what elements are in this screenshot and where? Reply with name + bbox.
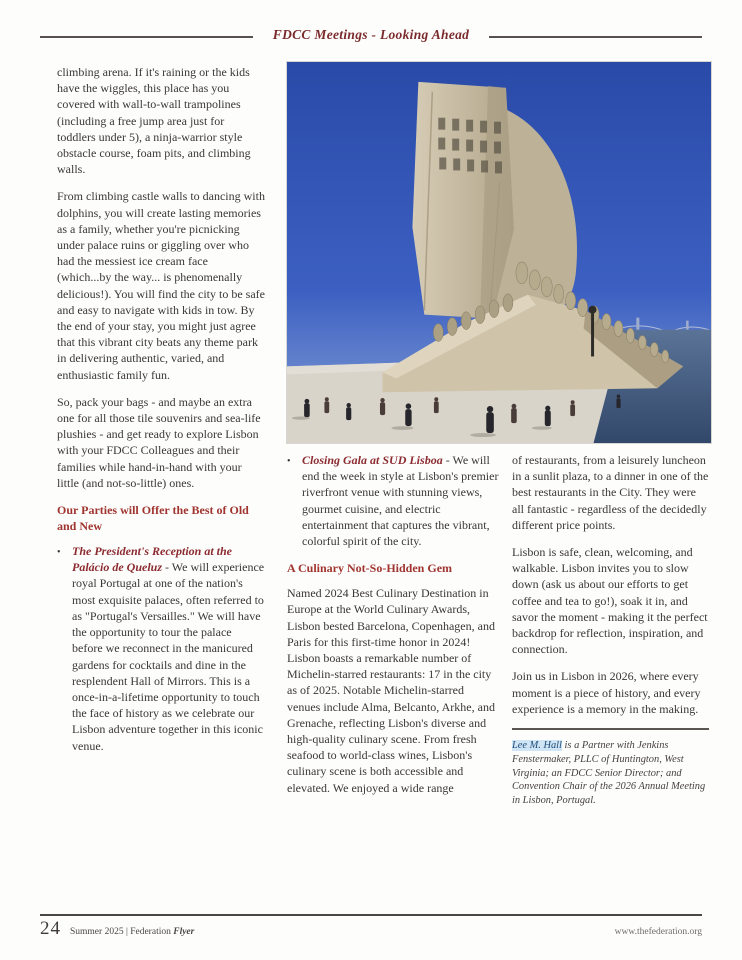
footer-rule [40, 914, 702, 916]
section-heading-parties: Our Parties will Offer the Best of Old and New [57, 503, 249, 534]
section-heading-culinary: A Culinary Not-So-Hidden Gem [287, 561, 453, 576]
paragraph: Lisbon is safe, clean, welcoming, and walkable. Lisbon invites you to slow down (ask us about our efforts to get coffee and tea to go!), soak it in, and savor the moment - making it the perfect backdrop for reflection, inspiration, and connection. [512, 545, 708, 657]
bullet-body-text: - We will experience royal Portugal at one of the nation's most exquisite palaces, often referred to as "Portugal's Versailles." We will have the opportunity to tour the palace before we reconnect in the manicured gardens for cocktails and dine in the resplendent Hall of Mirrors. This is a once-in-a-lifetime opportunity to touch the face of history as we celebrate our Lisbon adventure together in this iconic venue. [72, 560, 265, 753]
footer-website: www.thefederation.org [614, 927, 702, 937]
bullet-text [72, 543, 265, 754]
author-bio [512, 739, 709, 808]
monument-photo-graphic [287, 62, 711, 443]
bullet-lead: The President's Reception at the Palácio de Queluz [72, 544, 232, 575]
bullet-item-presidents-reception [57, 543, 265, 754]
footer-issue [70, 927, 194, 937]
paragraph: So, pack your bags - and maybe an extra one for all those tile souvenirs and sea-life plushies - and get ready to explore Lisbon with your FDCC Colleagues and their families while hand-in-hand with your little (and not-so-little) ones. [57, 394, 261, 490]
author-name-link[interactable]: Lee M. Hall [512, 740, 562, 752]
middle-column [287, 452, 500, 807]
paragraph: Join us in Lisbon in 2026, where every moment is a piece of history, and every experience is a memory in the making. [512, 669, 701, 716]
bullet-text [302, 452, 500, 549]
left-column [57, 64, 265, 765]
paragraph: From climbing castle walls to dancing with dolphins, you will create lasting memories as a family, whether you're picnicking under palace ruins or giggling over who had the messiest ice cream face (which...by the way... is phenomenally delicious!). You will find the city to be safe and easy to navigate with kids in tow. By the end of your stay, you might just agree that this vibrant city beats any theme park in delivering authentic, varied, and enthusiastic family fun. [57, 189, 265, 382]
bullet-icon: • [57, 547, 61, 559]
paragraph: climbing arena. If it's raining or the kids have the wiggles, this place has you covered with wall-to-wall trampolines (including a free jump area just for toddlers under 5), a ninja-warrior style obstacle course, foam pits, and climbing walls. [57, 65, 251, 177]
bio-divider [512, 728, 709, 730]
right-column [512, 452, 709, 808]
monument-photo [286, 61, 712, 444]
author-bio-text: is a Partner with Jenkins Fenstermaker, PLLC of Huntington, West Virginia; an FDCC Senior Director; and Convention Chair of the 2026 Annual Meeting in Lisbon, Portugal. [512, 740, 706, 807]
paragraph: Named 2024 Best Culinary Destination in Europe at the World Culinary Awards, Lisbon bested Barcelona, Copenhagen, and Paris for this first-time honor in 2024! Lisbon boasts a remarkable number of Michelin-starred restaurants: 17 in the city as of 2025. Notable Michelin-starred venues include Alma, Belcanto, Arkhe, and Grenache, reflecting Lisbon's diverse and high-quality culinary scene. From fresh seafood to world-class wines, Lisbon's culinary scene is both accessible and elevated. We enjoyed a wide range [287, 586, 495, 795]
footer-issue-name: Flyer [173, 927, 195, 937]
paragraph: of restaurants, from a leisurely luncheon in a sunlit plaza, to a dinner in one of the best restaurants in the City. They were all fantastic - regardless of the decidedly different price points. [512, 453, 709, 532]
page-title: FDCC Meetings - Looking Ahead [272, 27, 470, 42]
footer-issue-prefix: Summer 2025 | Federation [70, 927, 174, 937]
page-number: 24 [40, 918, 61, 939]
bullet-icon: • [287, 456, 291, 467]
footer-left [40, 918, 194, 940]
bullet-lead: Closing Gala at SUD Lisboa [302, 453, 443, 467]
bullet-item-closing-gala [287, 452, 500, 549]
bullet-body-text: - We will end the week in style at Lisbon's premier riverfront venue with stunning views, gourmet cuisine, and electric entertainment that captures the vibrant, colorful spirit of the city. [302, 453, 499, 549]
